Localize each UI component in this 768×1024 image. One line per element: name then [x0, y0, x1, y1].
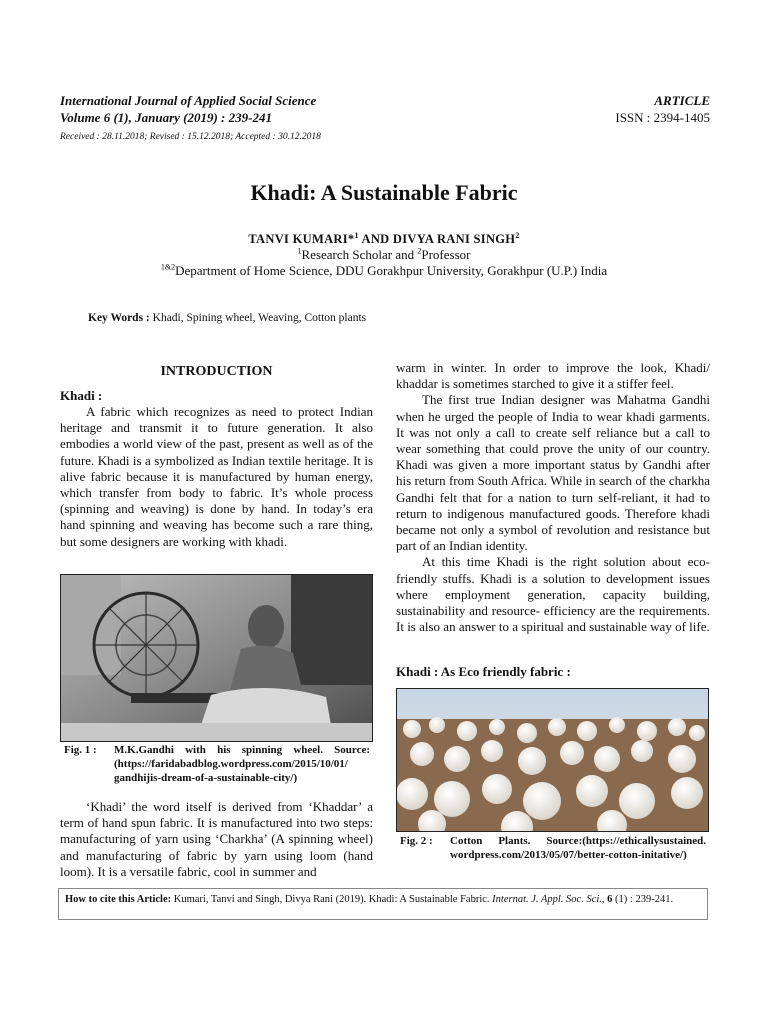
citation-volume: 6 [604, 894, 613, 905]
journal-volume: Volume 6 (1), January (2019) : 239-241 [60, 110, 272, 125]
subheading-eco-friendly: Khadi : As Eco friendly fabric : [396, 664, 571, 679]
aff-role-2: Professor [421, 247, 471, 262]
figure-2-caption-text: Cotton Plants. Source:(https://ethicallysustained. wordpress.com/2013/05/07/better-cotton-initative/) [450, 835, 706, 861]
author-line [0, 232, 768, 247]
author-2-sup: 2 [515, 230, 520, 240]
left-p1-text: A fabric which recognizes as need to protect Indian heritage and transmit it to future generation. It also embodies a world view of the past, present as well as of the future. Khadi is a symbolized as Indian textile heritage. It is alive fabric because it is manufactured by human energy, which transfer from body to fabric. It’s whole process (spinning and weaving) is done by hand. In today’s era hand spinning and weaving has become such a rare thing, but some designers are working with khadi. [60, 404, 373, 549]
keywords [88, 312, 366, 324]
section-heading-introduction: INTRODUCTION [160, 364, 273, 379]
cotton-plants-photo [397, 689, 708, 831]
figure-1-label: Fig. 1 : [64, 744, 97, 756]
author-1-sup: 1 [354, 230, 359, 240]
figure-1-caption-text: M.K.Gandhi with his spinning wheel. Source: (https://faridabadblog.wordpress.com/2015/10/01/ gandhijis-dream-of-a-sustainable-city/) [114, 744, 370, 784]
right-p3-text: At this time Khadi is the right solution about eco-friendly stuffs. Khadi is a solution to development issues where employment generation, capacity building, sustainability and resource- efficiency are the requirements. It is also an answer to a spiritual and sustainable way of life. [396, 554, 710, 635]
figure-1-caption [64, 743, 370, 787]
figure-1-image [60, 574, 373, 742]
affiliation-roles [0, 247, 768, 263]
keywords-value: Khadi, Spining wheel, Weaving, Cotton plants [149, 312, 367, 324]
article-dates: Received : 28.11.2018; Revised : 15.12.2018; Accepted : 30.12.2018 [60, 132, 321, 142]
right-p1-text: warm in winter. In order to improve the look, Khadi/ khaddar is sometimes starched to give it a stiffer feel. [396, 360, 710, 392]
left-paragraph-1 [60, 404, 373, 550]
figure-2-label: Fig. 2 : [400, 835, 433, 847]
left-paragraph-2 [60, 799, 373, 880]
paper-title: Khadi: A Sustainable Fabric [250, 180, 518, 205]
author-1: TANVI KUMARI* [248, 232, 355, 246]
article-meta [615, 92, 710, 126]
subheading-khadi: Khadi : [60, 388, 103, 403]
aff-dept-sup: 1&2 [160, 262, 176, 272]
right-column-text [396, 360, 710, 635]
affiliation-dept [0, 263, 768, 279]
journal-name: International Journal of Applied Social Science [60, 93, 317, 108]
figure-2-caption [400, 834, 706, 878]
article-type: ARTICLE [654, 93, 710, 108]
journal-header [60, 92, 316, 126]
author-2: AND DIVYA RANI SINGH [358, 232, 516, 246]
citation-pages: (1) : 239-241. [612, 894, 674, 905]
gandhi-spinning-photo [61, 575, 372, 741]
citation-journal: Internat. J. Appl. Soc. Sci., [492, 894, 605, 905]
citation-box [58, 888, 708, 920]
citation-label: How to cite this Article: [65, 894, 172, 905]
aff-dept-text: Department of Home Science, DDU Gorakhpur University, Gorakhpur (U.P.) India [175, 263, 608, 278]
aff-sup-1: 1 [297, 246, 302, 256]
keywords-label: Key Words : [88, 312, 150, 324]
citation-text: Kumari, Tanvi and Singh, Divya Rani (2019). Khadi: A Sustainable Fabric. [171, 894, 493, 905]
figure-2-image [396, 688, 709, 832]
left-p2-text: ‘Khadi’ the word itself is derived from ‘Khaddar’ a term of hand spun fabric. It is manufactured into two steps: manufacturing of yarn using ‘Charkha’ (A spinning wheel) and manufacturing of fabric by yarn using loom (hand loom). It is a versatile fabric, cool in summer and [60, 799, 373, 879]
right-p2-text: The first true Indian designer was Mahatma Gandhi when he urged the people of India to wear khadi garments. It was not only a call to create self reliance but a call to wear something that could prove the unity of our country. Khadi was given a more important status by Gandhi after his return from South Africa. While in search of the charkha Gandhi felt that for a nation to turn self-reliant, it had to return to indigenous manufactured goods. Therefore khadi became not only a symbol of revolution and resistance but part of an Indian identity. [396, 392, 710, 554]
issn: ISSN : 2394-1405 [615, 110, 710, 125]
aff-sup-2: 2 [417, 246, 422, 256]
aff-role-1: Research Scholar and [301, 247, 418, 262]
